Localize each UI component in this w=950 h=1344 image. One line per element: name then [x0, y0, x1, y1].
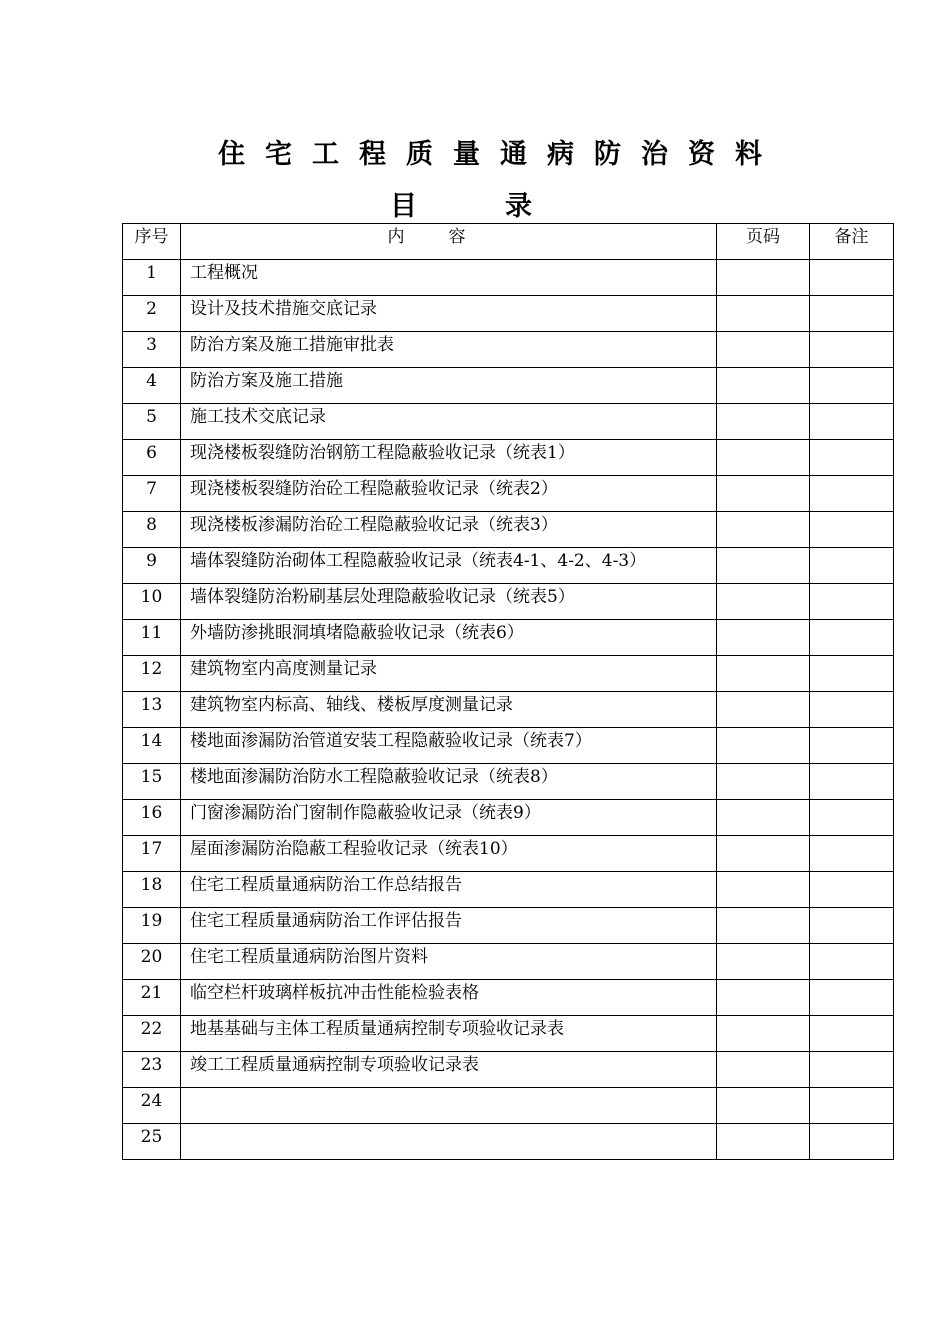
row-page	[717, 944, 810, 980]
table-row	[123, 260, 894, 296]
row-number: 25	[123, 1124, 181, 1160]
row-note	[810, 548, 894, 584]
row-content: 竣工工程质量通病控制专项验收记录表	[181, 1052, 717, 1088]
row-page	[717, 764, 810, 800]
row-note	[810, 908, 894, 944]
row-content: 地基基础与主体工程质量通病控制专项验收记录表	[181, 1016, 717, 1052]
row-number: 22	[123, 1016, 181, 1052]
row-content: 墙体裂缝防治粉刷基层处理隐蔽验收记录（统表5）	[181, 584, 717, 620]
table-row	[123, 872, 894, 908]
row-page	[717, 260, 810, 296]
document-subtitle: 目录	[390, 191, 620, 222]
table-row	[123, 620, 894, 656]
row-content: 屋面渗漏防治隐蔽工程验收记录（统表10）	[181, 836, 717, 872]
table-row	[123, 548, 894, 584]
row-note	[810, 656, 894, 692]
row-number: 15	[123, 764, 181, 800]
row-note	[810, 260, 894, 296]
row-number: 2	[123, 296, 181, 332]
row-page	[717, 584, 810, 620]
row-number: 21	[123, 980, 181, 1016]
row-content: 外墙防渗挑眼洞填堵隐蔽验收记录（统表6）	[181, 620, 717, 656]
row-content: 工程概况	[181, 260, 717, 296]
row-number: 17	[123, 836, 181, 872]
row-content: 门窗渗漏防治门窗制作隐蔽验收记录（统表9）	[181, 800, 717, 836]
row-note	[810, 440, 894, 476]
row-page	[717, 656, 810, 692]
row-note	[810, 836, 894, 872]
table-body	[123, 260, 894, 1160]
table-row	[123, 1088, 894, 1124]
row-content: 住宅工程质量通病防治工作总结报告	[181, 872, 717, 908]
row-number: 11	[123, 620, 181, 656]
row-page	[717, 728, 810, 764]
row-number: 1	[123, 260, 181, 296]
header-page: 页码	[717, 224, 810, 260]
row-note	[810, 728, 894, 764]
row-page	[717, 404, 810, 440]
row-number: 10	[123, 584, 181, 620]
row-number: 9	[123, 548, 181, 584]
row-page	[717, 980, 810, 1016]
row-content: 现浇楼板渗漏防治砼工程隐蔽验收记录（统表3）	[181, 512, 717, 548]
row-content: 建筑物室内高度测量记录	[181, 656, 717, 692]
row-page	[717, 440, 810, 476]
row-note	[810, 944, 894, 980]
table-row	[123, 908, 894, 944]
row-number: 12	[123, 656, 181, 692]
row-number: 20	[123, 944, 181, 980]
row-content	[181, 1124, 717, 1160]
table-row	[123, 512, 894, 548]
row-page	[717, 1088, 810, 1124]
row-content: 施工技术交底记录	[181, 404, 717, 440]
row-number: 14	[123, 728, 181, 764]
row-page	[717, 296, 810, 332]
row-content: 住宅工程质量通病防治图片资料	[181, 944, 717, 980]
row-note	[810, 764, 894, 800]
table-row	[123, 1124, 894, 1160]
table-row	[123, 692, 894, 728]
table-row	[123, 764, 894, 800]
table-row	[123, 1052, 894, 1088]
row-page	[717, 512, 810, 548]
header-no: 序号	[123, 224, 181, 260]
row-number: 3	[123, 332, 181, 368]
row-note	[810, 584, 894, 620]
row-note	[810, 332, 894, 368]
table-row	[123, 944, 894, 980]
row-content	[181, 1088, 717, 1124]
row-content: 楼地面渗漏防治管道安装工程隐蔽验收记录（统表7）	[181, 728, 717, 764]
row-content: 住宅工程质量通病防治工作评估报告	[181, 908, 717, 944]
header-content: 内容	[181, 224, 717, 260]
row-content: 防治方案及施工措施	[181, 368, 717, 404]
row-number: 8	[123, 512, 181, 548]
row-page	[717, 548, 810, 584]
row-page	[717, 368, 810, 404]
row-note	[810, 476, 894, 512]
table-row	[123, 980, 894, 1016]
row-content: 现浇楼板裂缝防治砼工程隐蔽验收记录（统表2）	[181, 476, 717, 512]
row-content: 临空栏杆玻璃样板抗冲击性能检验表格	[181, 980, 717, 1016]
table-header-row	[123, 224, 894, 260]
row-page	[717, 332, 810, 368]
row-note	[810, 800, 894, 836]
header-note: 备注	[810, 224, 894, 260]
row-page	[717, 800, 810, 836]
row-number: 4	[123, 368, 181, 404]
row-number: 18	[123, 872, 181, 908]
row-note	[810, 512, 894, 548]
table-row	[123, 584, 894, 620]
row-content: 现浇楼板裂缝防治钢筋工程隐蔽验收记录（统表1）	[181, 440, 717, 476]
row-content: 建筑物室内标高、轴线、楼板厚度测量记录	[181, 692, 717, 728]
table-of-contents	[122, 223, 894, 1160]
row-note	[810, 368, 894, 404]
table-row	[123, 800, 894, 836]
table-row	[123, 656, 894, 692]
row-page	[717, 476, 810, 512]
row-number: 24	[123, 1088, 181, 1124]
row-number: 13	[123, 692, 181, 728]
row-note	[810, 980, 894, 1016]
row-content: 楼地面渗漏防治防水工程隐蔽验收记录（统表8）	[181, 764, 717, 800]
row-note	[810, 1124, 894, 1160]
row-number: 16	[123, 800, 181, 836]
table-row	[123, 1016, 894, 1052]
row-number: 19	[123, 908, 181, 944]
row-page	[717, 1016, 810, 1052]
row-page	[717, 692, 810, 728]
row-page	[717, 620, 810, 656]
row-page	[717, 872, 810, 908]
row-number: 23	[123, 1052, 181, 1088]
row-note	[810, 296, 894, 332]
table-row	[123, 836, 894, 872]
table-row	[123, 296, 894, 332]
row-note	[810, 620, 894, 656]
row-number: 7	[123, 476, 181, 512]
row-content: 防治方案及施工措施审批表	[181, 332, 717, 368]
row-page	[717, 1052, 810, 1088]
row-note	[810, 1016, 894, 1052]
row-number: 5	[123, 404, 181, 440]
table-row	[123, 476, 894, 512]
row-note	[810, 1088, 894, 1124]
row-content: 设计及技术措施交底记录	[181, 296, 717, 332]
row-page	[717, 908, 810, 944]
table-row	[123, 368, 894, 404]
row-content: 墙体裂缝防治砌体工程隐蔽验收记录（统表4-1、4-2、4-3）	[181, 548, 717, 584]
row-note	[810, 692, 894, 728]
row-note	[810, 404, 894, 440]
row-note	[810, 1052, 894, 1088]
table-row	[123, 332, 894, 368]
table-row	[123, 404, 894, 440]
table-row	[123, 440, 894, 476]
row-page	[717, 836, 810, 872]
table-row	[123, 728, 894, 764]
row-note	[810, 872, 894, 908]
document-title: 住宅工程质量通病防治资料	[218, 139, 782, 170]
row-number: 6	[123, 440, 181, 476]
row-page	[717, 1124, 810, 1160]
